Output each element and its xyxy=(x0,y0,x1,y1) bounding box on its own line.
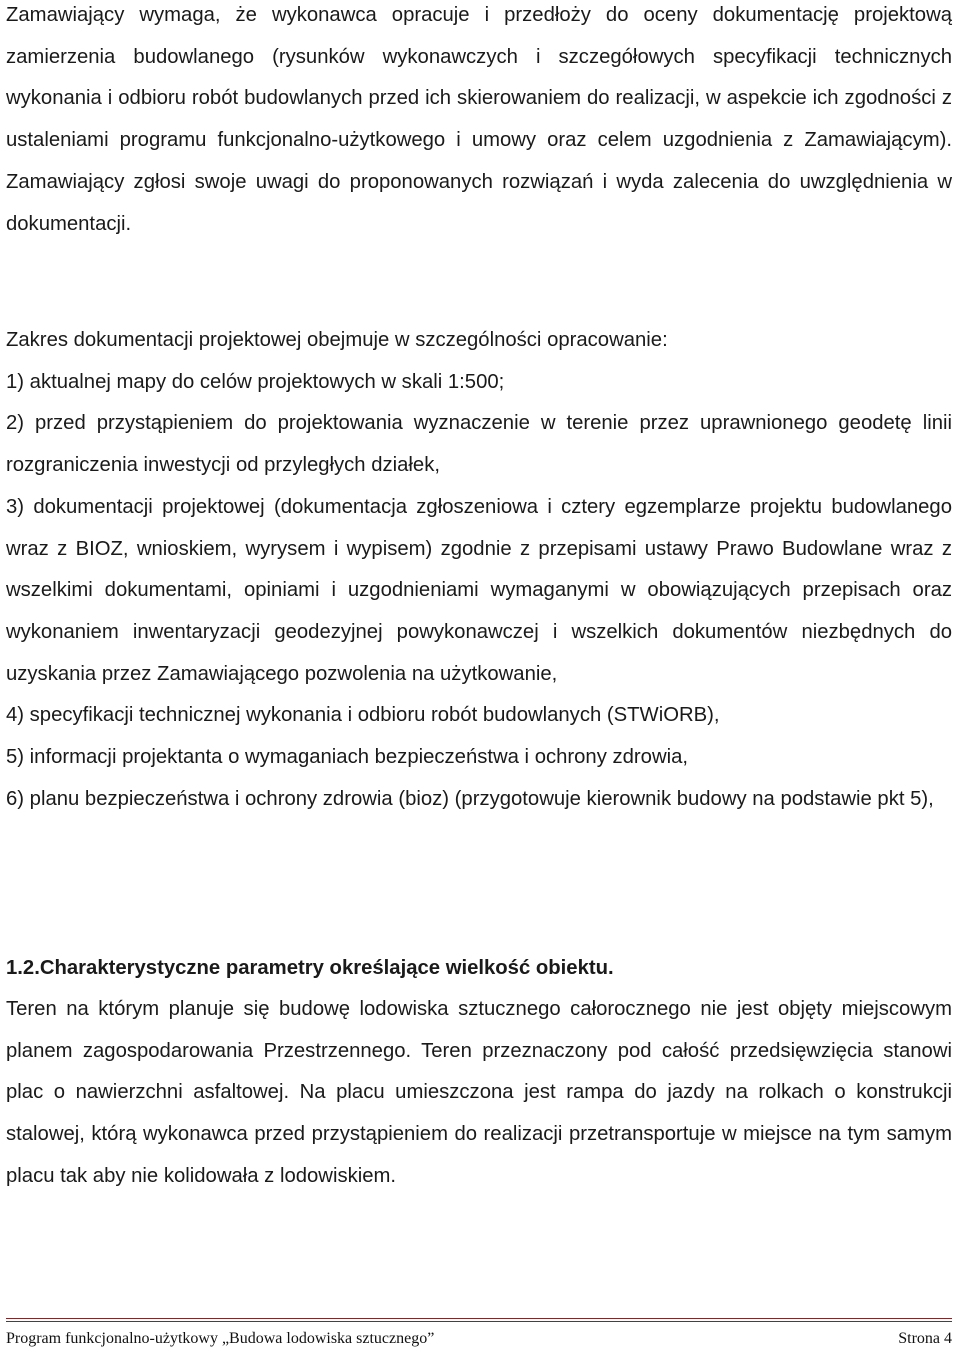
documentation-scope xyxy=(6,320,952,820)
footer-page-number: Strona 4 xyxy=(898,1330,952,1347)
scope-item: 3) dokumentacji projektowej (dokumentacja zgłoszeniowa i cztery egzemplarze projektu budowlanego wraz z BIOZ, wnioskiem, wyrysem i wypisem) zgodnie z przepisami ustawy Prawo Budowlane wraz z wszelkimi dokumentami, opiniami i uzgodnieniami wymaganymi w obowiązujących przepisach oraz wykonaniem inwentaryzacji geodezyjnej powykonawczej i wszelkich dokumentów niezbędnych do uzyskania przez Zamawiającego pozwolenia na użytkowanie, xyxy=(6,495,952,685)
scope-item: 4) specyfikacji technicznej wykonania i odbioru robót budowlanych (STWiORB), xyxy=(6,704,720,727)
scope-item: 5) informacji projektanta o wymaganiach bezpieczeństwa i ochrony zdrowia, xyxy=(6,746,689,769)
paragraph-text: Teren na którym planuje się budowę lodowiska sztucznego całorocznego nie jest objęty miejscowym planem zagospodarowania Przestrzennego. Teren przeznaczony pod całość przedsięwzięcia stanowi plac o nawierzchni asfaltowej. Na placu umieszczona jest rampa do jazdy na rolkach o konstrukcji stalowej, którą wykonawca przed przystąpieniem do realizacji przetransportuje w miejsce na tym samym placu tak aby nie kolidowała z lodowiskiem. xyxy=(6,998,952,1187)
requirements-paragraph xyxy=(6,0,952,245)
scope-item: 6) planu bezpieczeństwa i ochrony zdrowia (bioz) (przygotowuje kierownik budowy na podstawie pkt 5), xyxy=(6,787,934,810)
section-heading: 1.2.Charakterystyczne parametry określające wielkość obiektu. xyxy=(6,957,614,979)
scope-item: 1) aktualnej mapy do celów projektowych w skali 1:500; xyxy=(6,370,505,393)
page-footer xyxy=(6,1318,952,1349)
paragraph-text: Zamawiający wymaga, że wykonawca opracuje i przedłoży do oceny dokumentację projektową zamierzenia budowlanego (rysunków wykonawczych i szczegółowych specyfikacji technicznych wykonania i odbioru robót budowlanych przed ich skierowaniem do realizacji, w aspekcie ich zgodności z ustaleniami programu funkcjonalno-użytkowego i umowy oraz celem uzgodnienia z Zamawiającym). Zamawiający zgłosi swoje uwagi do proponowanych rozwiązań i wyda zalecenia do uwzględnienia w dokumentacji. xyxy=(6,4,952,235)
scope-item: 2) przed przystąpieniem do projektowania wyznaczenie w terenie przez uprawnionego geodetę linii rozgraniczenia inwestycji od przyległych działek, xyxy=(6,412,952,477)
footer-document-title: Program funkcjonalno-użytkowy „Budowa lodowiska sztucznego” xyxy=(6,1330,435,1347)
site-description-paragraph xyxy=(6,989,952,1198)
scope-intro: Zakres dokumentacji projektowej obejmuje w szczególności opracowanie: xyxy=(6,329,668,351)
footer-double-rule xyxy=(6,1321,952,1322)
